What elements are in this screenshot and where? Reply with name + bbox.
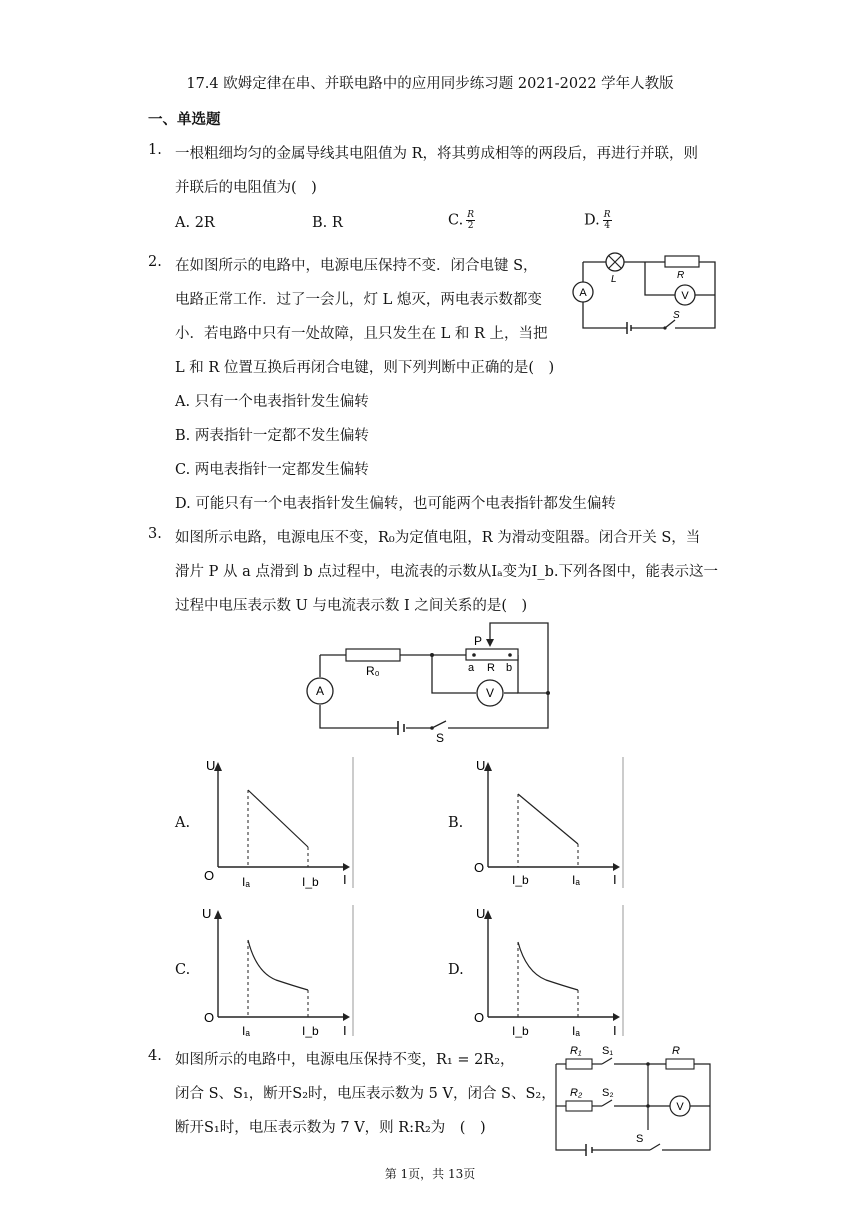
graph-c-curve: [248, 940, 308, 990]
q3-junction-right: [546, 691, 550, 695]
q4-resistor-r1: [566, 1059, 592, 1069]
graph-d-arrowheads: [484, 910, 620, 1021]
q2-label-a: A: [579, 287, 587, 299]
q3-label-r0: R₀: [366, 664, 380, 678]
q4-junction-mid: [646, 1104, 650, 1108]
graph-b-arrowheads: [484, 762, 620, 871]
q2-number: 2.: [148, 254, 162, 270]
graph-c-tick-2: I_b: [302, 1024, 319, 1038]
q3-label-a: a: [468, 662, 475, 674]
q1-option-d: [584, 210, 612, 231]
q4-junction-top: [646, 1062, 650, 1066]
q4-label-r2: R₂: [570, 1087, 583, 1099]
q1-option-c-numerator: R: [467, 210, 474, 220]
graph-d-tick-2: Iₐ: [572, 1024, 580, 1038]
q3-graph-c: [198, 900, 358, 1040]
q2-label-l: L: [611, 274, 617, 285]
q3-slider-arrow: [486, 639, 494, 647]
q3-label-ammeter: A: [315, 684, 325, 698]
graph-d-curve: [518, 942, 578, 990]
q3-circuit-diagram: [300, 615, 565, 745]
q2-stem-line2: 电路正常工作．过了一会儿，灯 L 熄灭，两电表示数都变: [175, 292, 542, 308]
q3-point-b: [508, 653, 512, 657]
q1-option-b: B. R: [312, 215, 343, 231]
graph-a-arrowheads: [214, 762, 350, 871]
q2-stem-line1: 在如图所示的电路中，电源电压保持不变．闭合电键 S，: [175, 258, 538, 274]
q1-number: 1.: [148, 142, 162, 158]
graph-d-u: U: [476, 906, 486, 921]
q3-number: 3.: [148, 526, 162, 542]
q2-stem-line4: L 和 R 位置互换后再闭合电键，则下列判断中正确的是( ): [175, 360, 555, 376]
q2-label-v: V: [681, 290, 689, 302]
q2-circuit-diagram: [565, 240, 725, 335]
q1-stem-line1: 一根粗细均匀的金属导线其电阻值为 R，将其剪成相等的两段后，再进行并联，则: [175, 146, 699, 162]
q2-label-s: S: [673, 310, 680, 321]
q1-option-c-denominator: 2: [467, 221, 474, 231]
q4-battery-icon: [586, 1144, 592, 1156]
graph-b-u: U: [476, 758, 486, 773]
graph-a-tick-2: I_b: [302, 875, 319, 889]
q1-option-d-denominator: 4: [604, 221, 610, 231]
q1-option-d-prefix: D.: [584, 212, 600, 229]
graph-c-origin: O: [204, 1010, 215, 1025]
q2-option-c: C. 两电表指针一定都发生偏转: [175, 462, 369, 478]
q2-battery-icon: [627, 322, 631, 334]
q4-number: 4.: [148, 1048, 162, 1064]
graph-a-origin: O: [204, 868, 215, 883]
q3-stem-line1: 如图所示电路，电源电压不变，R₀为定值电阻，R 为滑动变阻器。闭合开关 S，当: [175, 530, 701, 546]
section-heading: 一、单选题: [148, 111, 221, 128]
graph-b-tick-1: I_b: [512, 873, 529, 887]
graph-d-tick-1: I_b: [512, 1024, 529, 1038]
q4-resistor-r2: [566, 1101, 592, 1111]
q4-label-r: R: [672, 1045, 680, 1057]
q3-option-b-label: B.: [448, 815, 464, 831]
graph-b-tick-2: Iₐ: [572, 873, 580, 887]
q3-graph-d: [468, 900, 628, 1040]
graph-d-origin: O: [474, 1010, 485, 1025]
q3-label-voltmeter: V: [485, 686, 495, 700]
q4-stem-line2: 闭合 S、S₁，断开S₂时，电压表示数为 5 V，闭合 S、S₂，: [175, 1086, 556, 1102]
q3-graph-b: [468, 752, 628, 892]
q3-label-p: P: [474, 634, 483, 648]
page-footer: 第 1页，共 13页: [384, 1167, 476, 1181]
q1-option-c-prefix: C.: [448, 212, 464, 229]
q1-option-d-numerator: R: [603, 210, 611, 220]
q2-option-b: B. 两表指针一定都不发生偏转: [175, 428, 369, 444]
q2-stem-line3: 小．若电路中只有一处故障，且只发生在 L 和 R 上，当把: [175, 326, 548, 342]
graph-b-i: I: [613, 872, 617, 887]
q3-battery-icon: [398, 721, 404, 735]
q1-option-a: A. 2R: [175, 215, 215, 231]
graph-c-u: U: [202, 906, 212, 921]
graph-c-i: I: [343, 1023, 347, 1038]
graph-a-curve: [248, 790, 308, 847]
q4-label-v: V: [676, 1101, 684, 1113]
graph-b-origin: O: [474, 860, 485, 875]
q4-label-s: S: [636, 1133, 644, 1145]
q1-option-c-fraction: [466, 210, 475, 231]
q3-option-d-label: D.: [448, 962, 464, 978]
q4-stem-line1: 如图所示的电路中，电源电压保持不变，R₁ = 2R₂，: [175, 1052, 515, 1068]
q1-option-c: [448, 210, 475, 231]
q4-label-s1: S₁: [602, 1045, 614, 1057]
q4-stem-line3: 断开S₁时，电压表示数为 7 V，则 R:R₂为 ( ): [175, 1120, 486, 1136]
q2-label-r: R: [677, 270, 685, 281]
q4-main-switch-icon: [650, 1144, 660, 1150]
q3-option-a-label: A.: [175, 815, 191, 831]
q2-option-d: D. 可能只有一个电表指针发生偏转，也可能两个电表指针都发生偏转: [175, 496, 616, 512]
q3-stem-line2: 滑片 P 从 a 点滑到 b 点过程中，电流表的示数从Iₐ变为I_b.下列各图中，能表示这一: [175, 564, 719, 580]
graph-a-i: I: [343, 872, 347, 887]
graph-a-u: U: [206, 758, 216, 773]
graph-c-tick-1: Iₐ: [242, 1024, 250, 1038]
graph-a-tick-1: Iₐ: [242, 875, 250, 889]
q4-circuit-diagram: [550, 1040, 720, 1160]
q3-label-s: S: [436, 731, 445, 745]
q3-option-c-label: C.: [175, 962, 191, 978]
graph-c-arrowheads: [214, 910, 350, 1021]
q4-resistor-r: [666, 1059, 694, 1069]
q3-stem-line3: 过程中电压表示数 U 与电流表示数 I 之间关系的是( ): [175, 598, 528, 614]
q3-switch-icon: [432, 721, 446, 728]
graph-d-i: I: [613, 1023, 617, 1038]
q2-switch-pivot: [663, 326, 666, 329]
q1-option-d-fraction: [603, 210, 612, 231]
q3-resistor-r0: [346, 649, 400, 661]
q3-point-a: [472, 653, 476, 657]
graph-b-curve: [518, 794, 578, 844]
page-title: 17.4 欧姆定律在串、并联电路中的应用同步练习题 2021-2022 学年人教版: [186, 76, 674, 92]
q2-resistor-r: [665, 256, 699, 267]
q1-stem-line2: 并联后的电阻值为( ): [175, 180, 317, 196]
q4-label-s2: S₂: [602, 1087, 614, 1099]
q3-label-b: b: [506, 662, 513, 674]
q2-option-a: A. 只有一个电表指针发生偏转: [175, 394, 369, 410]
q3-label-r: R: [487, 662, 495, 674]
q3-junction-left: [430, 653, 434, 657]
q2-switch-icon: [665, 320, 675, 328]
q3-graph-a: [198, 752, 358, 892]
q3-switch-pivot: [430, 726, 434, 730]
q4-label-r1: R₁: [570, 1045, 582, 1057]
